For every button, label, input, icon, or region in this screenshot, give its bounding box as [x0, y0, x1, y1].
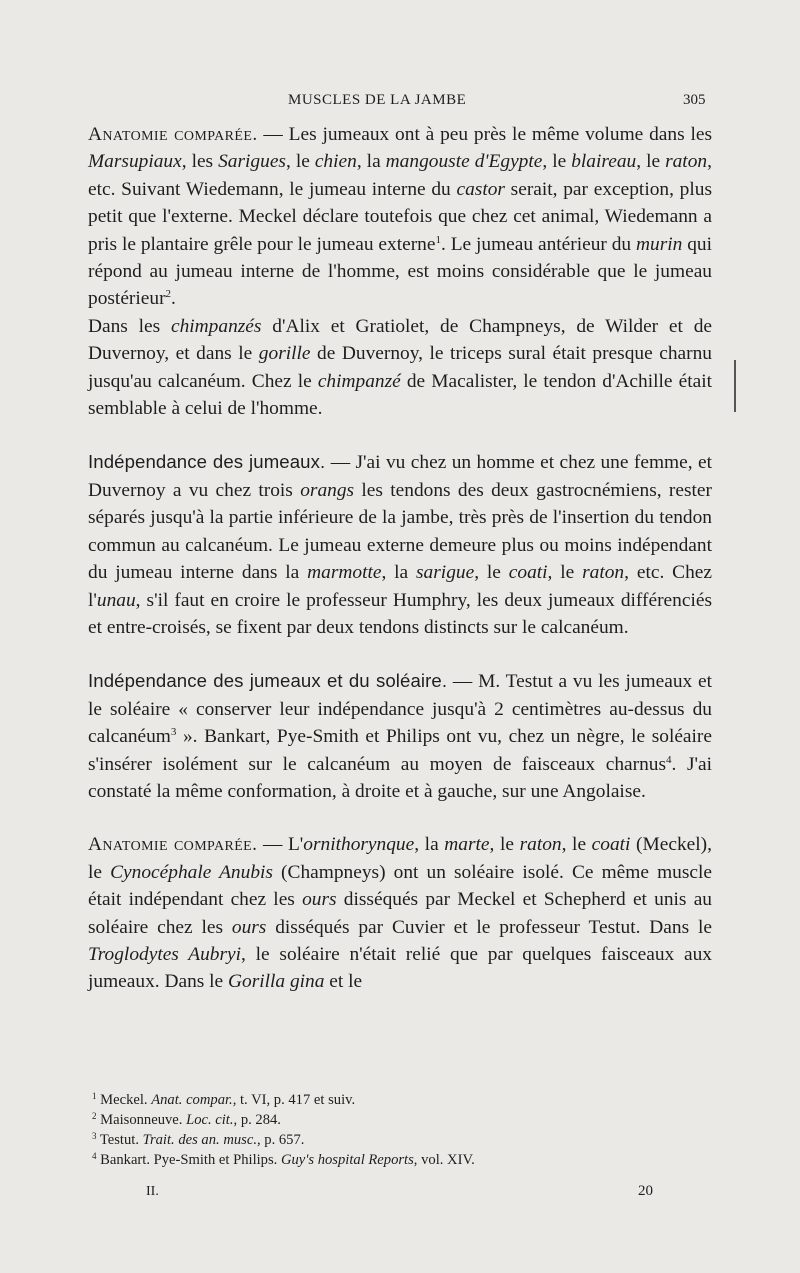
- footnote-ref: 1: [435, 233, 441, 246]
- text-run: , s'il faut en croire le professeur Humphry, les deux jumeaux différenciés et entre-croisés, se fixent par deux tendons distincts sur le calcanéum.: [88, 589, 712, 638]
- text-run: , le: [547, 562, 583, 584]
- italic-term: castor: [456, 178, 505, 200]
- text-run: serait, par exception, plus petit que l'externe. Meckel déclare toutefois que chez cet animal, Wiedemann a pris le plantaire grêle pour le jumeau externe: [88, 178, 712, 255]
- section-heading: Indépendance des jumeaux et du soléaire.: [88, 670, 448, 692]
- text-run: (Champneys) ont un soléaire isolé. Ce même muscle était indépendant chez les: [88, 861, 713, 911]
- paragraph-gap: [88, 805, 712, 831]
- text-run: , t. VI, p. 417 et suiv.: [232, 1092, 356, 1108]
- italic-term: Sarigues: [218, 151, 286, 173]
- italic-term: sarigue: [416, 562, 475, 584]
- text-run: Meckel.: [96, 1092, 152, 1108]
- footnote-ref: 1: [92, 1091, 97, 1101]
- text-run: , la: [381, 562, 417, 584]
- text-run: Dans les: [88, 315, 171, 337]
- footnote: [92, 1130, 712, 1150]
- text-run: Bankart. Pye-Smith et Philips.: [96, 1152, 281, 1168]
- text-run: , etc. Chez l': [88, 562, 712, 611]
- italic-term: chimpanzé: [317, 370, 401, 392]
- text-run: , p. 284.: [233, 1112, 281, 1128]
- italic-term: blaireau: [571, 151, 637, 173]
- text-run: de Duvernoy, le triceps sural était presque charnu jusqu'au calcanéum. Chez le: [88, 343, 712, 392]
- italic-term: coati: [591, 834, 631, 856]
- text-run: , le: [489, 834, 520, 856]
- margin-pencil-mark: [734, 360, 736, 412]
- text-run: , vol. XIV.: [413, 1152, 475, 1168]
- italic-term: Trait. des an. musc.: [142, 1132, 257, 1148]
- text-run: . Le jumeau antérieur du: [440, 233, 637, 255]
- footnote-ref: 4: [666, 753, 672, 766]
- text-run: qui répond au jumeau interne de l'homme, est moins considérable que le jumeau postérieur: [88, 233, 712, 310]
- italic-term: chien: [314, 151, 357, 173]
- section-lead: Anatomie comparée.: [88, 124, 258, 145]
- italic-term: raton: [519, 834, 562, 856]
- italic-term: Gorilla gina: [228, 971, 325, 993]
- italic-term: mangouste d'Egypte: [385, 151, 543, 173]
- italic-term: ours: [302, 889, 337, 911]
- footnote-ref: 2: [165, 288, 172, 301]
- paragraph-gap: [88, 422, 712, 448]
- text-run: . J'ai constaté la même conformation, à droite et à gauche, sur une Angolaise.: [88, 753, 712, 802]
- running-head: MUSCLES DE LA JAMBE: [288, 92, 467, 108]
- italic-term: marte: [444, 834, 490, 856]
- sheet-number: 20: [638, 1183, 653, 1199]
- italic-term: marmotte: [307, 562, 382, 584]
- italic-term: Cynocéphale Anubis: [110, 861, 273, 883]
- text-run: , la: [414, 834, 445, 856]
- italic-term: coati: [508, 562, 548, 584]
- text-run: disséqués par Meckel et Schepherd et unis au soléaire chez les: [88, 889, 712, 938]
- footnote: [92, 1090, 712, 1110]
- italic-term: Guy's hospital Reports: [280, 1152, 414, 1168]
- main-text: [88, 121, 712, 996]
- text-run: , le soléaire n'était relié que par quelques faisceaux aux jumeaux. Dans le: [88, 943, 712, 993]
- paragraph-independance-jumeaux: [88, 448, 712, 641]
- paragraph-anatomie-comparee-1: [88, 121, 712, 313]
- text-run: Testut.: [96, 1132, 143, 1148]
- italic-term: chimpanzés: [170, 315, 262, 337]
- page-header: [0, 90, 800, 114]
- footnote-ref: 3: [170, 726, 177, 739]
- italic-term: unau: [96, 589, 136, 611]
- text-run: .: [171, 288, 176, 310]
- page-number: 305: [683, 92, 706, 108]
- paragraph-gap: [88, 641, 712, 667]
- text-run: , le: [636, 151, 666, 173]
- italic-term: raton: [665, 151, 708, 173]
- paragraph-independance-soleaire: [88, 667, 712, 805]
- text-run: les tendons des deux gastrocnémiens, rester séparés jusqu'à la partie inférieure de la jambe, très près de l'insertion du tendon commun au calcanéum. Le jumeau externe demeure plus ou moins indépendant du jumeau interne dans la: [88, 479, 712, 584]
- text-run: , la: [356, 151, 386, 173]
- section-heading: Indépendance des jumeaux.: [88, 451, 326, 473]
- text-run: et le: [324, 971, 363, 993]
- text-run: , les: [181, 151, 219, 173]
- italic-term: ours: [231, 916, 267, 938]
- italic-term: Loc. cit.: [186, 1112, 234, 1128]
- text-run: , etc. Suivant Wiedemann, le jumeau interne du: [88, 151, 712, 200]
- text-run: , le: [561, 834, 592, 856]
- section-lead: Anatomie comparée.: [88, 834, 258, 856]
- text-run: (Meckel), le: [88, 834, 712, 883]
- italic-term: Marsupiaux: [88, 151, 182, 173]
- text-run: , le: [474, 562, 509, 584]
- text-run: disséqués par Cuvier et le professeur Testut. Dans le: [266, 916, 712, 938]
- text-run: — J'ai vu chez un homme et chez une femme, et Duvernoy a vu chez trois: [88, 452, 712, 501]
- text-run: , le: [285, 151, 315, 173]
- text-run: , le: [542, 151, 572, 173]
- footnote-ref: 4: [92, 1151, 97, 1161]
- text-run: de Macalister, le tendon d'Achille était semblable à celui de l'homme.: [88, 370, 712, 420]
- paragraph-chimpanzes: [88, 313, 712, 423]
- italic-term: raton: [582, 562, 625, 584]
- footnote: [92, 1150, 712, 1170]
- signature-mark: II.: [146, 1184, 159, 1199]
- italic-term: murin: [636, 233, 683, 255]
- paragraph-anatomie-comparee-2: [88, 831, 712, 995]
- text-run: ». Bankart, Pye-Smith et Philips ont vu, chez un nègre, le soléaire s'insérer isolément sur le calcanéum au moyen de faisceaux charnus: [88, 726, 712, 775]
- footnote-ref: 3: [92, 1131, 97, 1141]
- footnotes: [92, 1090, 712, 1170]
- footnote-ref: 2: [92, 1111, 97, 1121]
- text-run: — M. Testut a vu les jumeaux et le soléaire « conserver leur indépendance jusqu'à 2 centimètres au-dessus du calcanéum: [88, 671, 712, 748]
- italic-term: ornithorynque: [303, 834, 415, 856]
- text-run: — L': [257, 834, 304, 856]
- text-run: d'Alix et Gratiolet, de Champneys, de Wilder et de Duvernoy, et dans le: [88, 315, 713, 365]
- italic-term: gorille: [258, 343, 311, 365]
- text-run: — Les jumeaux ont à peu près le même volume dans les: [257, 124, 712, 145]
- text-run: , p. 657.: [256, 1132, 305, 1148]
- footnote: [92, 1110, 712, 1130]
- italic-term: orangs: [300, 479, 355, 501]
- text-run: Maisonneuve.: [96, 1112, 187, 1128]
- italic-term: Anat. compar.: [151, 1092, 233, 1108]
- italic-term: Troglodytes Aubryi: [88, 943, 242, 965]
